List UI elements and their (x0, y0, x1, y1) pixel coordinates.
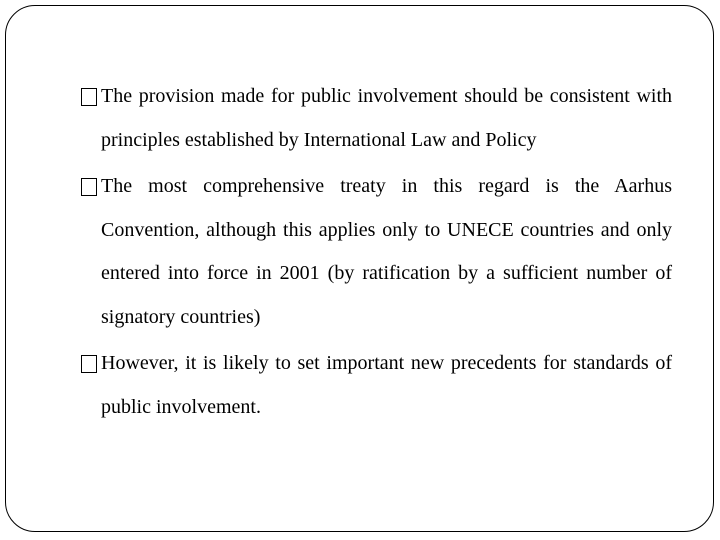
square-bullet-icon (81, 178, 97, 196)
bullet-item (80, 342, 672, 429)
bullet-text: The provision made for public involvement should be consistent with principles established by International Law and Policy (101, 85, 672, 151)
bullet-text: However, it is likely to set important new precedents for standards of public involvement. (101, 352, 672, 418)
bullet-text: The most comprehensive treaty in this regard is the Aarhus Convention, although this applies only to UNECE countries and only entered into force in 2001 (by ratification by a sufficient number of signatory countries) (101, 175, 672, 328)
bullet-item (80, 165, 672, 339)
bullet-item (80, 75, 672, 162)
square-bullet-icon (81, 88, 97, 106)
square-bullet-icon (81, 355, 97, 373)
bullet-list (80, 75, 672, 429)
